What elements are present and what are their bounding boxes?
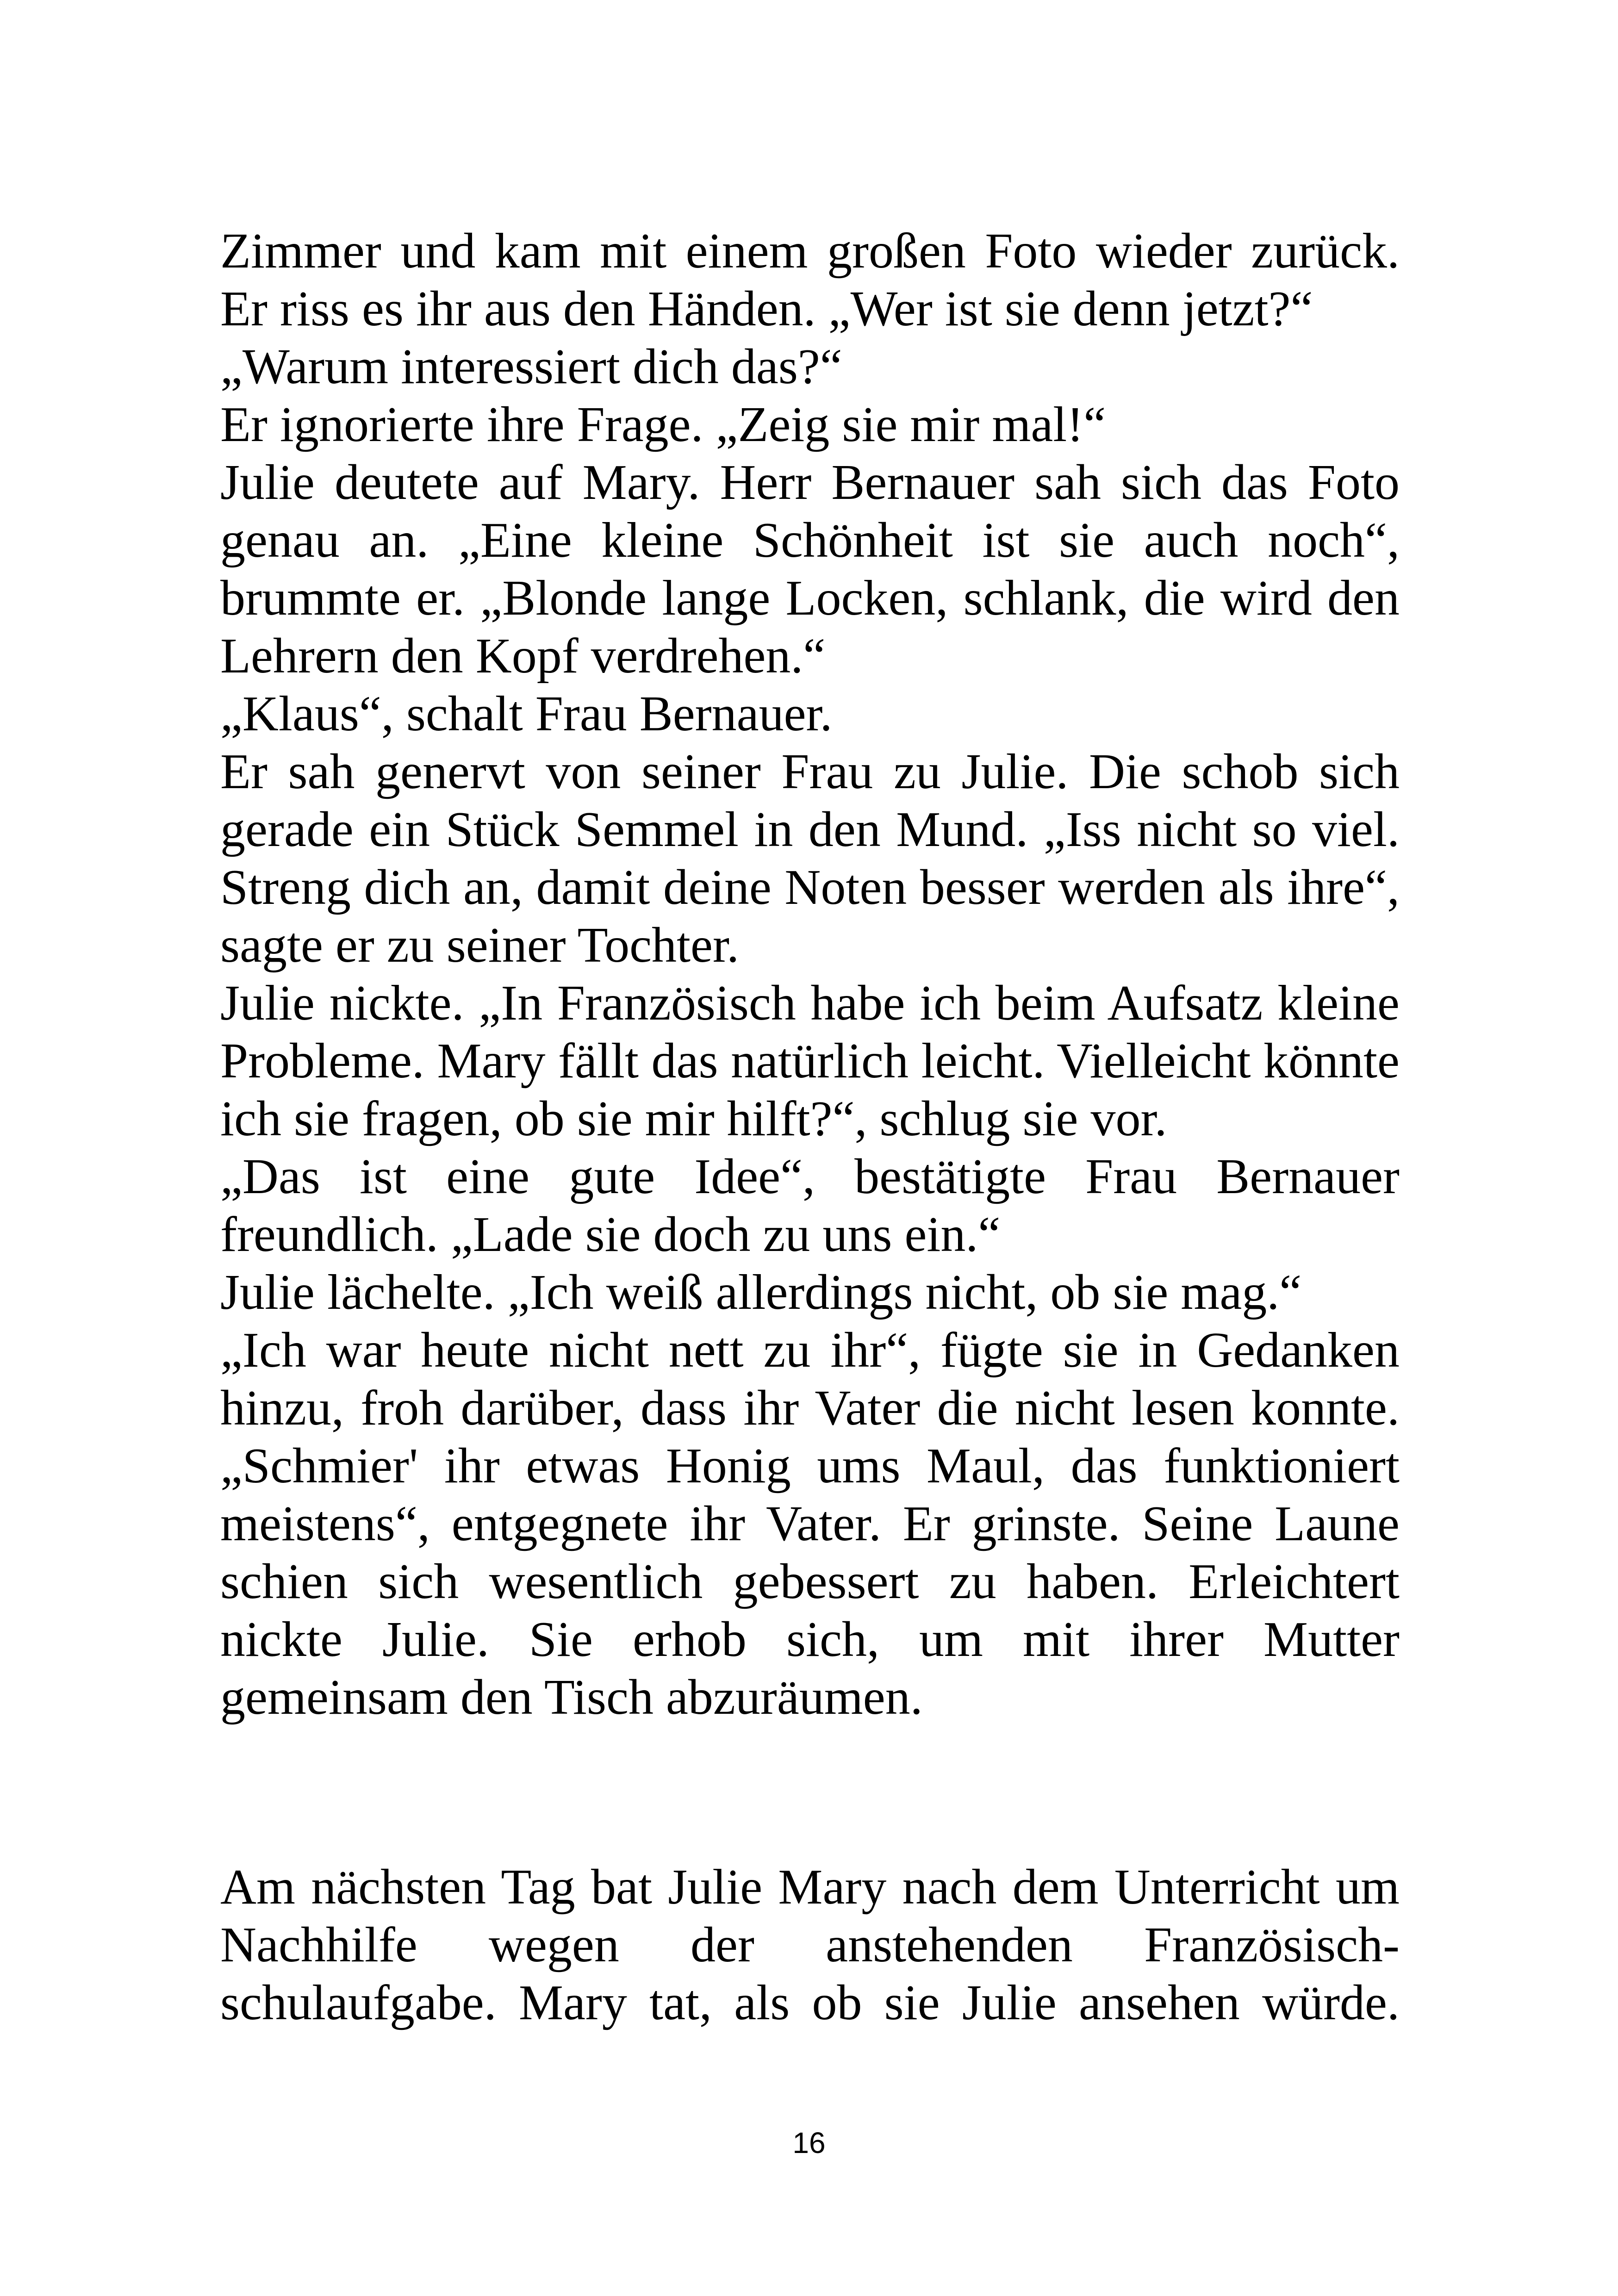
text-line: sagte er zu seiner Tochter. — [220, 918, 739, 973]
text-line: Julie lächelte. „Ich weiß allerdings nicht, ob sie mag.“ — [220, 1265, 1302, 1320]
text-line: Er riss es ihr aus den Händen. „Wer ist sie denn jetzt?“ — [220, 281, 1313, 336]
text-line: Streng dich an, damit deine Noten besser werden als ihre“, — [220, 860, 1400, 915]
text-line: gemeinsam den Tisch abzuräumen. — [220, 1670, 923, 1725]
text-line: gerade ein Stück Semmel in den Mund. „Iss nicht so viel. — [220, 802, 1400, 857]
page-number: 16 — [792, 2126, 826, 2159]
text-line: „Klaus“, schalt Frau Bernauer. — [220, 686, 833, 741]
text-line: schulaufgabe. Mary tat, als ob sie Julie ansehen würde. — [220, 1975, 1400, 2030]
text-line: Er sah genervt von seiner Frau zu Julie. Die schob sich — [220, 744, 1400, 799]
text-line: Lehrern den Kopf verdrehen.“ — [220, 628, 826, 684]
text-line: ich sie fragen, ob sie mir hilft?“, schlug sie vor. — [220, 1091, 1167, 1146]
text-line: „Warum interessiert dich das?“ — [220, 339, 842, 394]
text-line: schien sich wesentlich gebessert zu haben. Erleichtert — [220, 1554, 1400, 1609]
text-line: „Das ist eine gute Idee“, bestätigte Frau Bernauer — [220, 1149, 1400, 1204]
text-line: brummte er. „Blonde lange Locken, schlank, die wird den — [220, 571, 1400, 626]
text-line: „Ich war heute nicht nett zu ihr“, fügte sie in Gedanken — [220, 1323, 1400, 1378]
text-line: meistens“, entgegnete ihr Vater. Er grinste. Seine Laune — [220, 1496, 1400, 1551]
text-line: genau an. „Eine kleine Schönheit ist sie auch noch“, — [220, 513, 1400, 568]
text-line: Julie nickte. „In Französisch habe ich beim Aufsatz kleine — [220, 976, 1400, 1031]
text-line: nickte Julie. Sie erhob sich, um mit ihrer Mutter — [220, 1612, 1400, 1667]
body-text-section-2 — [220, 1858, 1400, 2032]
text-line: Er ignorierte ihre Frage. „Zeig sie mir mal!“ — [220, 397, 1106, 452]
text-line: Zimmer und kam mit einem großen Foto wieder zurück. — [220, 224, 1400, 279]
body-text-section-1 — [220, 222, 1400, 1726]
text-line: Nachhilfe wegen der anstehenden Französisch- — [220, 1917, 1400, 1972]
text-line: „Schmier' ihr etwas Honig ums Maul, das funktioniert — [220, 1438, 1400, 1493]
text-line: Am nächsten Tag bat Julie Mary nach dem Unterricht um — [220, 1860, 1400, 1915]
text-line: freundlich. „Lade sie doch zu uns ein.“ — [220, 1207, 1001, 1262]
text-line: hinzu, froh darüber, dass ihr Vater die nicht lesen konnte. — [220, 1381, 1400, 1436]
text-line: Probleme. Mary fällt das natürlich leicht. Vielleicht könnte — [220, 1033, 1400, 1089]
text-line: Julie deutete auf Mary. Herr Bernauer sah sich das Foto — [220, 455, 1400, 510]
